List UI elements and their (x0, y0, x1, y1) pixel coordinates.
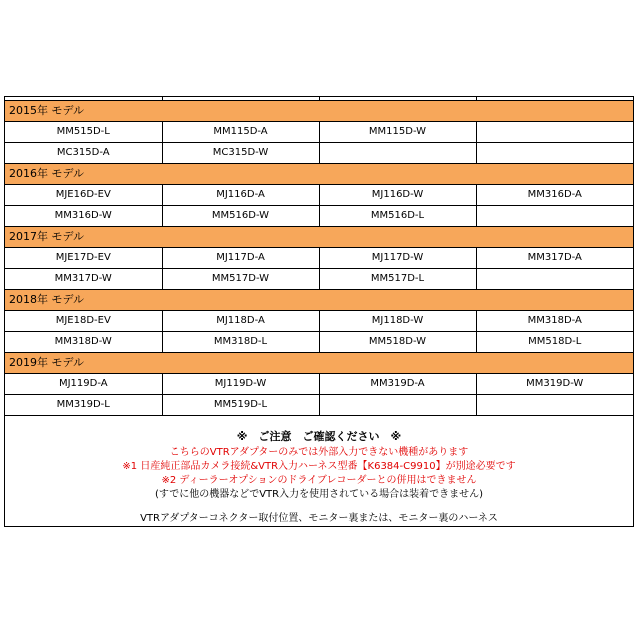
model-cell: MM516D-L (319, 206, 476, 227)
year-label: 2018年 モデル (5, 290, 633, 311)
model-cell: MC315D-W (162, 143, 319, 164)
model-cell (476, 395, 633, 416)
model-cell: MJE17D-EV (5, 248, 162, 269)
model-cell: MM515D-L (5, 122, 162, 143)
caution-line-4: (すでに他の機器などでVTR入力を使用されている場合は装着できません) (155, 489, 483, 500)
model-cell (476, 269, 633, 290)
model-cell: MC315D-A (5, 143, 162, 164)
caution-line-1: こちらのVTRアダプターのみでは外部入力できない機種があります (169, 447, 469, 458)
year-label: 2019年 モデル (5, 353, 633, 374)
model-cell: MJE18D-EV (5, 311, 162, 332)
model-row (5, 248, 633, 269)
year-header-row (5, 101, 633, 122)
caution-title: ※ ご注意 ご確認ください ※ (236, 430, 402, 443)
model-row (5, 143, 633, 164)
model-row (5, 332, 633, 353)
year-header-row (5, 164, 633, 185)
model-cell: MJ119D-W (162, 374, 319, 395)
model-row (5, 122, 633, 143)
model-cell: MM319D-W (476, 374, 633, 395)
model-cell: MJ116D-A (162, 185, 319, 206)
connector-location-note: VTRアダプターコネクター取付位置、モニター裏または、モニター裏のハーネス (140, 513, 498, 524)
model-cell: MM518D-W (319, 332, 476, 353)
model-row (5, 269, 633, 290)
model-cell: MM319D-A (319, 374, 476, 395)
model-cell (476, 122, 633, 143)
model-cell: MJ117D-W (319, 248, 476, 269)
model-cell: MM517D-L (319, 269, 476, 290)
model-cell: MM115D-W (319, 122, 476, 143)
caution-notes (5, 416, 633, 526)
model-cell (476, 206, 633, 227)
model-cell: MM518D-L (476, 332, 633, 353)
model-row (5, 395, 633, 416)
model-row (5, 311, 633, 332)
model-cell (319, 395, 476, 416)
model-row (5, 206, 633, 227)
model-cell: MM517D-W (162, 269, 319, 290)
model-table (5, 97, 633, 416)
model-cell: MM319D-L (5, 395, 162, 416)
model-cell: MM317D-A (476, 248, 633, 269)
year-label: 2016年 モデル (5, 164, 633, 185)
model-cell: MM316D-W (5, 206, 162, 227)
model-row (5, 374, 633, 395)
model-cell: MM115D-A (162, 122, 319, 143)
year-header-row (5, 290, 633, 311)
model-compatibility-sheet (4, 96, 634, 527)
model-cell: MJ118D-A (162, 311, 319, 332)
model-cell: MJ119D-A (5, 374, 162, 395)
notes-gap (5, 502, 633, 512)
model-cell: MM318D-A (476, 311, 633, 332)
model-cell (319, 143, 476, 164)
model-cell: MJ116D-W (319, 185, 476, 206)
model-cell: MM317D-W (5, 269, 162, 290)
caution-line-2: ※1 日産純正部品カメラ接続&VTR入力ハーネス型番【K6384-C9910】が別途必要です (122, 461, 516, 472)
model-cell: MM316D-A (476, 185, 633, 206)
model-table-body (5, 97, 633, 416)
year-label: 2017年 モデル (5, 227, 633, 248)
model-cell (476, 143, 633, 164)
model-cell: MM318D-W (5, 332, 162, 353)
model-cell: MM318D-L (162, 332, 319, 353)
year-header-row (5, 353, 633, 374)
model-cell: MJ118D-W (319, 311, 476, 332)
model-cell: MM516D-W (162, 206, 319, 227)
model-cell: MJ117D-A (162, 248, 319, 269)
year-label: 2015年 モデル (5, 101, 633, 122)
year-header-row (5, 227, 633, 248)
model-cell: MJE16D-EV (5, 185, 162, 206)
model-cell: MM519D-L (162, 395, 319, 416)
model-row (5, 185, 633, 206)
caution-line-3: ※2 ディーラーオプションのドライブレコーダーとの併用はできません (161, 475, 477, 486)
